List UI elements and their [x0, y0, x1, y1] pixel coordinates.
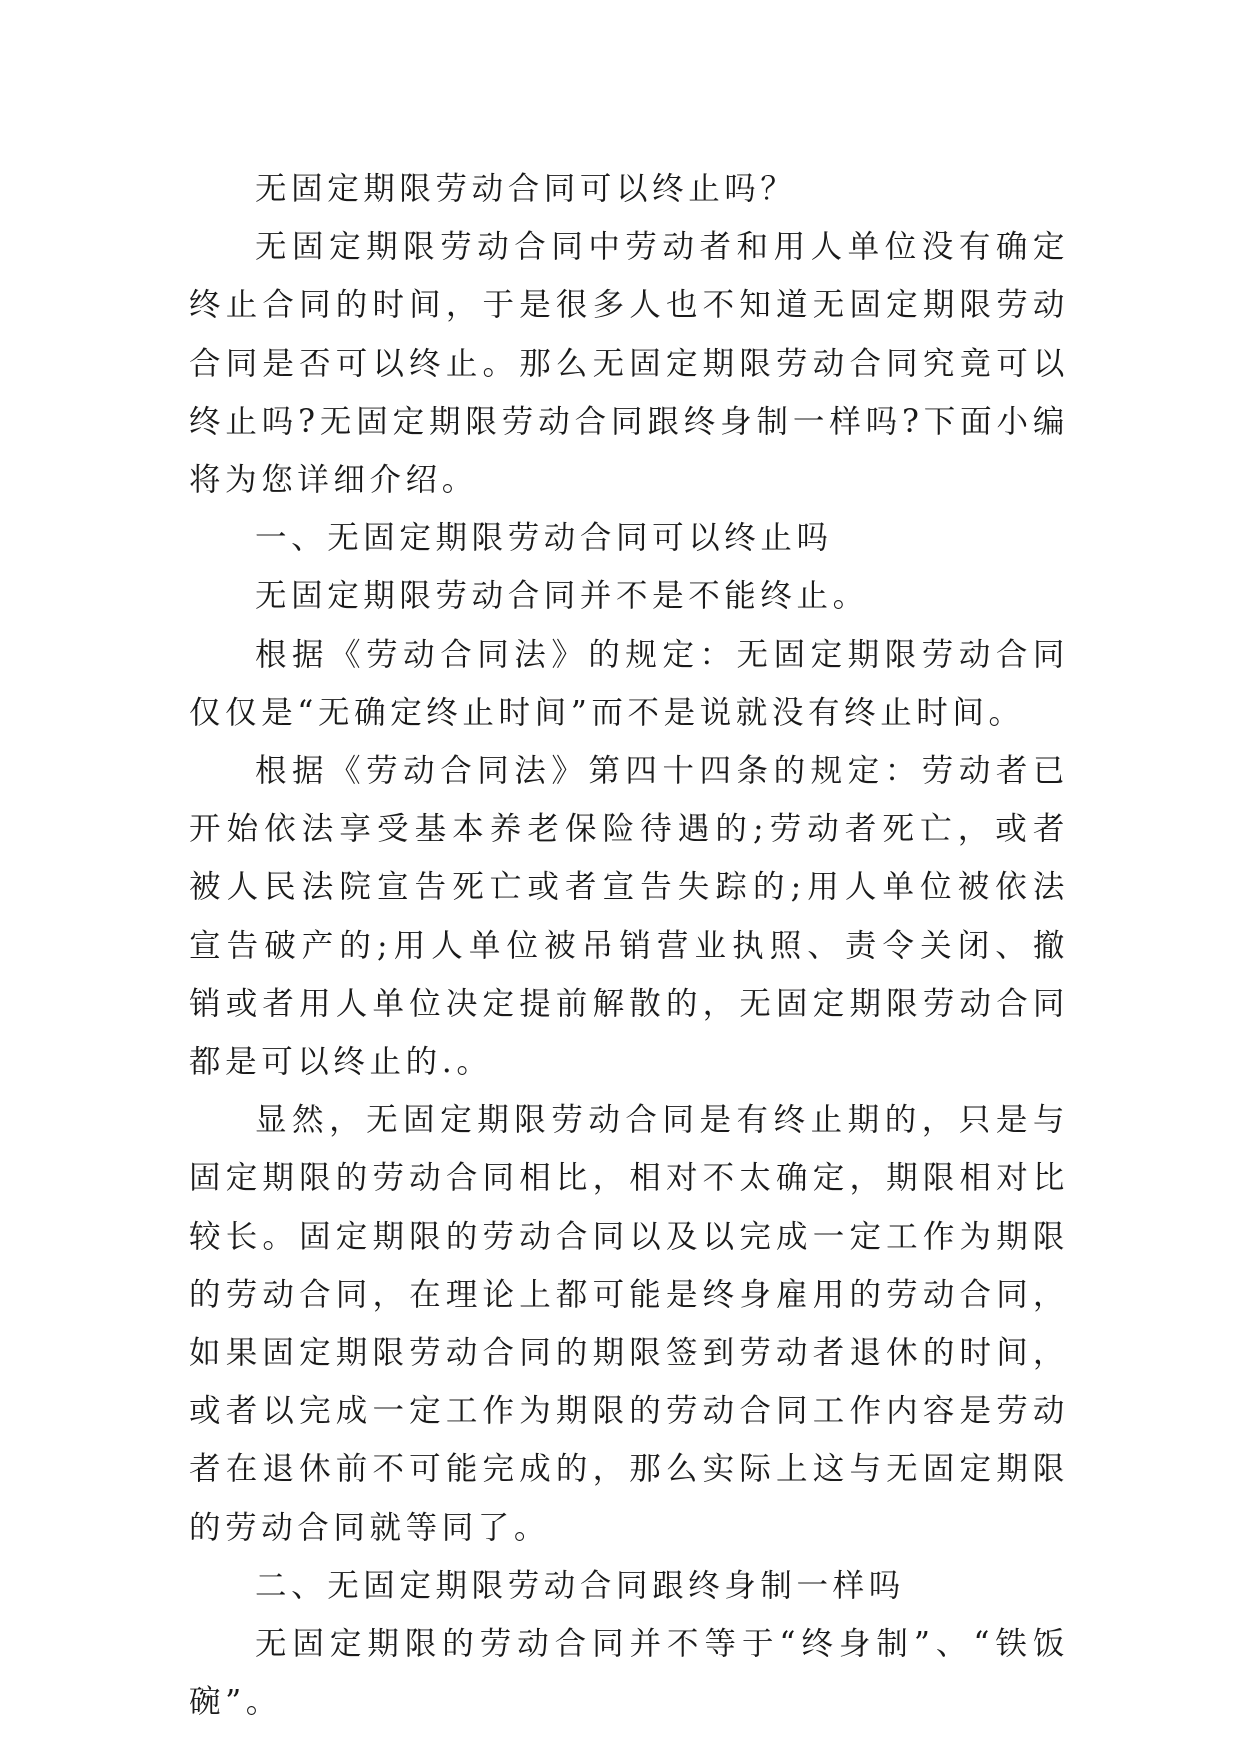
section-heading-1: 一、无固定期限劳动合同可以终止吗 — [255, 520, 833, 557]
paragraph: 根据《劳动合同法》的规定：无固定期限劳动合同仅仅是“无确定终止时间”而不是说就没有终止时间。 — [189, 636, 1069, 731]
document-title: 无固定期限劳动合同可以终止吗？ — [255, 171, 797, 207]
paragraph: 显然，无固定期限劳动合同是有终止期的，只是与固定期限的劳动合同相比，相对不太确定，期限相对比较长。固定期限的劳动合同以及以完成一定工作为期限的劳动合同，在理论上都可能是终身雇用的劳动合同，如果固定期限劳动合同的期限签到劳动者退休的时间，或者以完成一定工作为期限的劳动合同工作内容是劳动者在退休前不可能完成的，那么实际上这与无固定期限的劳动合同就等同了。 — [189, 1102, 1069, 1546]
document-body — [189, 160, 1069, 1731]
paragraph: 无固定期限的劳动合同并不等于“终身制”、“铁饭碗”。 — [189, 1626, 1069, 1721]
paragraph-intro: 无固定期限劳动合同中劳动者和用人单位没有确定终止合同的时间，于是很多人也不知道无固定期限劳动合同是否可以终止。那么无固定期限劳动合同究竟可以终止吗?无固定期限劳动合同跟终身制一样吗?下面小编将为您详细介绍。 — [189, 229, 1069, 499]
paragraph: 根据《劳动合同法》第四十四条的规定：劳动者已开始依法享受基本养老保险待遇的;劳动者死亡，或者被人民法院宣告死亡或者宣告失踪的;用人单位被依法宣告破产的;用人单位被吊销营业执照、责令关闭、撤销或者用人单位决定提前解散的，无固定期限劳动合同都是可以终止的.。 — [189, 753, 1069, 1081]
paragraph: 无固定期限劳动合同并不是不能终止。 — [255, 578, 869, 615]
section-heading-2: 二、无固定期限劳动合同跟终身制一样吗 — [255, 1567, 905, 1604]
